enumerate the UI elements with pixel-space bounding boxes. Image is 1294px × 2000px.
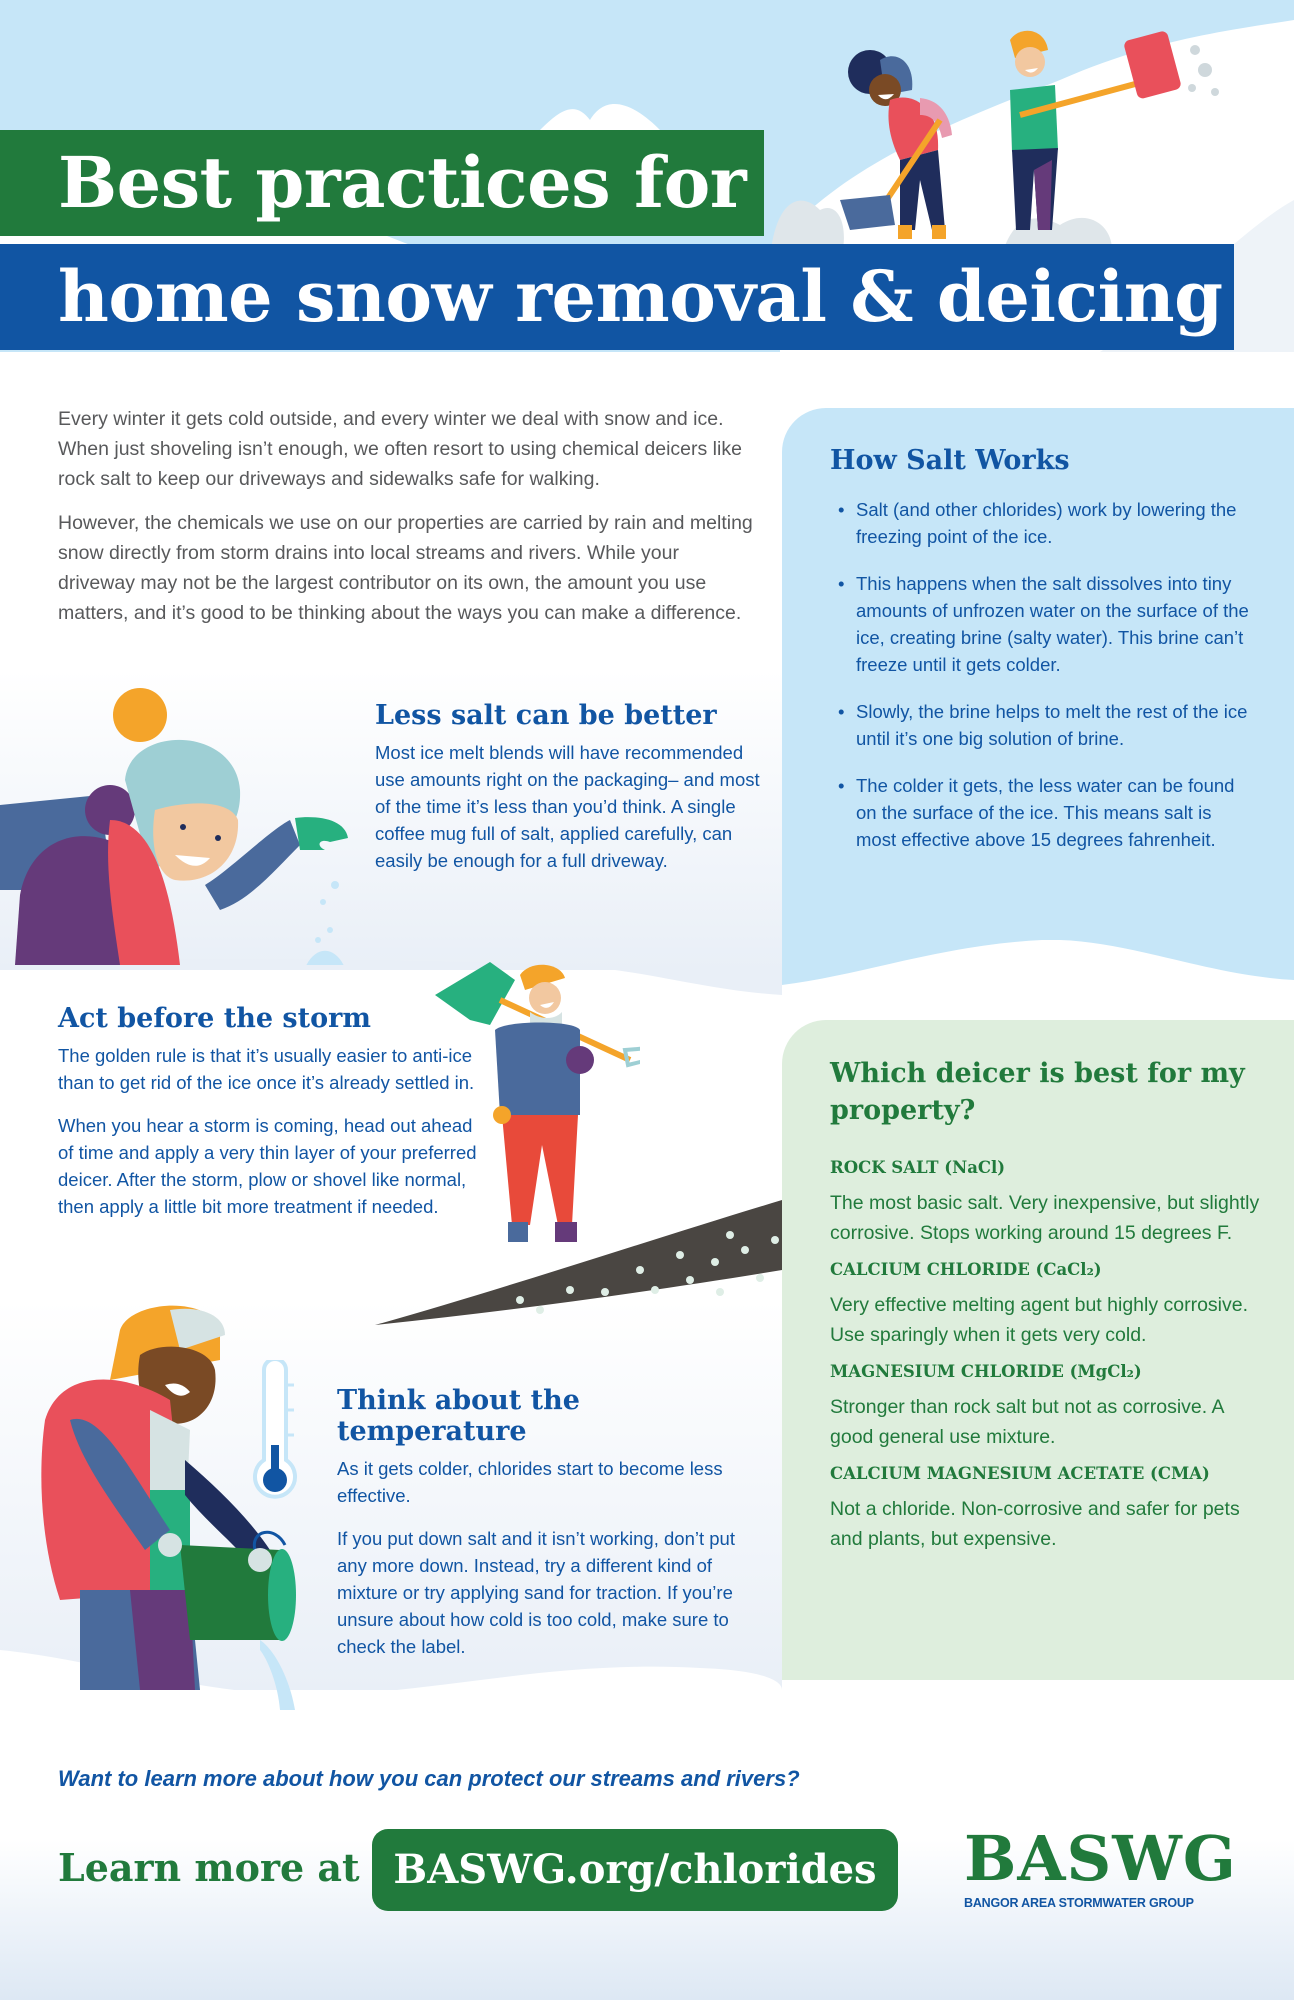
list-item: • Slowly, the brine helps to melt the rest of the ice until it’s one big solution of brine. — [836, 698, 1256, 752]
section-paragraph: The golden rule is that it’s usually easier to anti-ice than to get rid of the ice once it’s already settled in. — [58, 1045, 475, 1093]
less-salt-body: Most ice melt blends will have recommended use amounts right on the packaging– and most of the time it’s less than you’d think. A single coffee mug full of salt, applied carefully, can easily be enough for a full driveway. — [375, 742, 760, 871]
salt-spreading-person-illustration — [0, 670, 370, 965]
less-salt-title: Less salt can be better — [375, 700, 717, 731]
deicer-description: Very effective melting agent but highly corrosive. Use sparingly when it gets very cold. — [830, 1294, 1249, 1346]
temperature-section — [337, 1385, 757, 1676]
section-paragraph: When you hear a storm is coming, head out ahead of time and apply a very thin layer of your preferred deicer. After the storm, plow or shovel like normal, then apply a little bit more treatment if needed. — [58, 1115, 477, 1217]
intro-text — [58, 404, 758, 642]
temperature-body — [337, 1455, 757, 1660]
temperature-title: Think about the temperature — [337, 1385, 580, 1447]
act-before-storm-body — [58, 1042, 478, 1220]
deicer-description: Not a chloride. Non-corrosive and safer for pets and plants, but expensive. — [830, 1498, 1240, 1550]
act-before-storm-title: Act before the storm — [58, 1003, 371, 1034]
deicer-list — [830, 1158, 1270, 1566]
intro-paragraph: Every winter it gets cold outside, and every winter we deal with snow and ice. When just shoveling isn’t enough, we often resort to using chemical deicers like rock salt to keep our driveways and sidewalks safe for walking. — [58, 408, 742, 490]
which-deicer-title: Which deicer is best for my property? — [830, 1058, 1245, 1126]
shoveling-people-illustration — [820, 20, 1260, 250]
deicer-name: MAGNESIUM CHLORIDE (MgCl₂) — [830, 1362, 1142, 1381]
section-paragraph: If you put down salt and it isn’t working, don’t put any more down. Instead, try a different kind of mixture or try applying sand for traction. If you’re unsure about how cold is too cold, make sure to check the label. — [337, 1528, 735, 1657]
how-salt-works-title: How Salt Works — [830, 445, 1070, 476]
deicer-name: ROCK SALT (NaCl) — [830, 1158, 1006, 1177]
logo-wordmark: BASWG — [964, 1822, 1237, 1895]
list-item: • The colder it gets, the less water can be found on the surface of the ice. This means salt is most effective above 15 degrees fahrenheit. — [836, 772, 1256, 853]
how-salt-works-list — [836, 496, 1256, 873]
page-title-line-1: Best practices for — [0, 130, 764, 236]
list-item: • This happens when the salt dissolves into tiny amounts of unfrozen water on the surface of the ice, creating brine (salty water). This brine can’t freeze until it gets colder. — [836, 570, 1256, 678]
less-salt-section — [375, 700, 765, 874]
deicer-name: CALCIUM MAGNESIUM ACETATE (CMA) — [830, 1464, 1210, 1483]
deicer-description: The most basic salt. Very inexpensive, but slightly corrosive. Stops working around 15 degrees F. — [830, 1192, 1260, 1244]
learn-more-question: Want to learn more about how you can protect our streams and rivers? — [58, 1766, 800, 1791]
deicer-description: Stronger than rock salt but not as corrosive. A good general use mixture. — [830, 1396, 1224, 1448]
basswg-logo — [964, 1822, 1237, 1910]
section-paragraph: As it gets colder, chlorides start to become less effective. — [337, 1458, 723, 1506]
shovel-carrying-person-illustration — [430, 950, 640, 1250]
deicer-name: CALCIUM CHLORIDE (CaCl₂) — [830, 1260, 1102, 1279]
act-before-storm-section — [58, 1003, 478, 1236]
page-title-line-2: home snow removal & deicing — [0, 244, 1234, 350]
thermometer-icon — [250, 1360, 300, 1510]
logo-subtitle: BANGOR AREA STORMWATER GROUP — [964, 1896, 1194, 1910]
panel-snow-wave — [782, 940, 1294, 1030]
intro-paragraph: However, the chemicals we use on our properties are carried by rain and melting snow directly from storm drains into local streams and rivers. While your driveway may not be the largest contributor on its own, the amount you use matters, and it’s good to be thinking about the ways you can make a difference. — [58, 512, 753, 624]
chlorides-link-button[interactable]: BASWG.org/chlorides — [372, 1829, 898, 1911]
list-item: • Salt (and other chlorides) work by lowering the freezing point of the ice. — [836, 496, 1256, 550]
learn-more-label: Learn more at — [58, 1845, 360, 1890]
